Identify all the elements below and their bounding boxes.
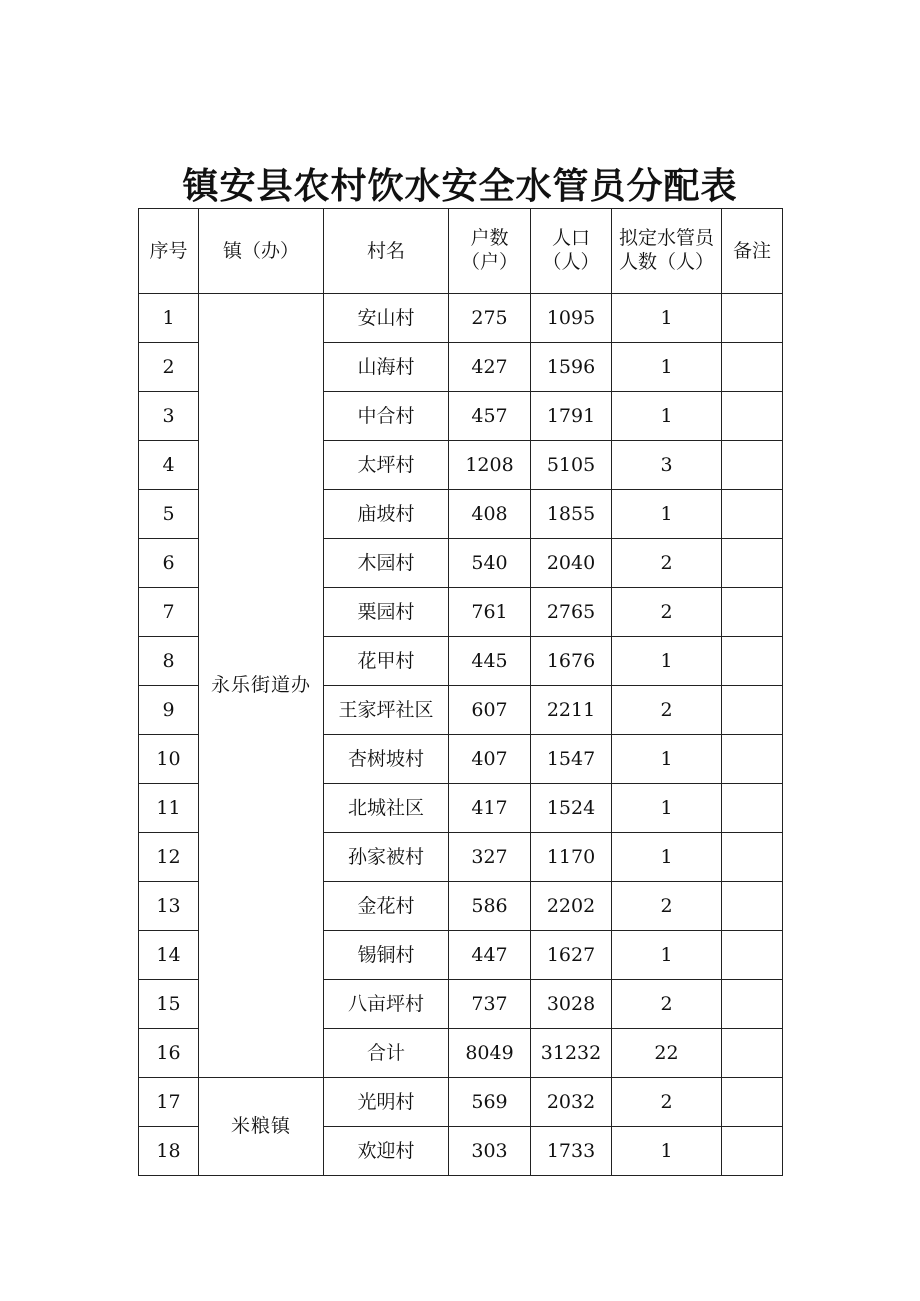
cell-population: 31232	[531, 1029, 612, 1078]
cell-village: 花甲村	[324, 637, 449, 686]
cell-population: 1855	[531, 490, 612, 539]
header-households-label: 户数（户）	[460, 227, 518, 273]
cell-seq: 15	[139, 980, 199, 1029]
cell-seq: 11	[139, 784, 199, 833]
cell-remarks	[722, 490, 783, 539]
cell-households: 737	[449, 980, 531, 1029]
cell-remarks	[722, 441, 783, 490]
cell-seq: 1	[139, 294, 199, 343]
cell-village: 栗园村	[324, 588, 449, 637]
cell-staff: 3	[612, 441, 722, 490]
cell-remarks	[722, 882, 783, 931]
header-population-label: 人口（人）	[542, 227, 600, 273]
cell-staff: 2	[612, 686, 722, 735]
cell-households: 275	[449, 294, 531, 343]
allocation-table	[138, 208, 783, 1176]
cell-population: 3028	[531, 980, 612, 1029]
cell-population: 2040	[531, 539, 612, 588]
cell-seq: 5	[139, 490, 199, 539]
cell-population: 2211	[531, 686, 612, 735]
cell-village: 锡铜村	[324, 931, 449, 980]
cell-remarks	[722, 1127, 783, 1176]
cell-village: 欢迎村	[324, 1127, 449, 1176]
cell-remarks	[722, 833, 783, 882]
cell-households: 407	[449, 735, 531, 784]
cell-village: 合计	[324, 1029, 449, 1078]
cell-remarks	[722, 784, 783, 833]
cell-staff: 1	[612, 637, 722, 686]
cell-households: 445	[449, 637, 531, 686]
cell-households: 417	[449, 784, 531, 833]
header-row	[139, 209, 783, 294]
cell-staff: 2	[612, 882, 722, 931]
cell-staff: 1	[612, 343, 722, 392]
table-row	[139, 294, 783, 343]
cell-staff: 2	[612, 539, 722, 588]
cell-seq: 4	[139, 441, 199, 490]
cell-town: 永乐街道办	[199, 294, 324, 1078]
cell-households: 447	[449, 931, 531, 980]
cell-seq: 6	[139, 539, 199, 588]
cell-remarks	[722, 931, 783, 980]
cell-seq: 16	[139, 1029, 199, 1078]
cell-remarks	[722, 343, 783, 392]
cell-village: 八亩坪村	[324, 980, 449, 1029]
cell-households: 427	[449, 343, 531, 392]
cell-households: 761	[449, 588, 531, 637]
cell-remarks	[722, 588, 783, 637]
cell-village: 杏树坡村	[324, 735, 449, 784]
cell-staff: 2	[612, 980, 722, 1029]
cell-population: 1627	[531, 931, 612, 980]
cell-population: 1733	[531, 1127, 612, 1176]
document-title: 镇安县农村饮水安全水管员分配表	[182, 166, 738, 207]
cell-remarks	[722, 392, 783, 441]
cell-seq: 10	[139, 735, 199, 784]
cell-population: 1524	[531, 784, 612, 833]
cell-seq: 2	[139, 343, 199, 392]
cell-households: 408	[449, 490, 531, 539]
cell-population: 2202	[531, 882, 612, 931]
cell-village: 金花村	[324, 882, 449, 931]
cell-village: 光明村	[324, 1078, 449, 1127]
cell-village: 安山村	[324, 294, 449, 343]
cell-staff: 2	[612, 1078, 722, 1127]
cell-staff: 1	[612, 833, 722, 882]
table-body	[139, 294, 783, 1176]
cell-households: 586	[449, 882, 531, 931]
cell-village: 北城社区	[324, 784, 449, 833]
table-row	[139, 1078, 783, 1127]
cell-remarks	[722, 980, 783, 1029]
cell-households: 457	[449, 392, 531, 441]
cell-population: 1095	[531, 294, 612, 343]
cell-remarks	[722, 539, 783, 588]
cell-remarks	[722, 294, 783, 343]
cell-seq: 7	[139, 588, 199, 637]
cell-seq: 9	[139, 686, 199, 735]
cell-population: 1791	[531, 392, 612, 441]
cell-seq: 18	[139, 1127, 199, 1176]
cell-staff: 1	[612, 735, 722, 784]
cell-population: 5105	[531, 441, 612, 490]
cell-seq: 17	[139, 1078, 199, 1127]
cell-seq: 3	[139, 392, 199, 441]
cell-staff: 1	[612, 931, 722, 980]
cell-population: 1676	[531, 637, 612, 686]
cell-population: 1547	[531, 735, 612, 784]
cell-households: 303	[449, 1127, 531, 1176]
header-households	[449, 209, 531, 294]
cell-remarks	[722, 1029, 783, 1078]
cell-seq: 12	[139, 833, 199, 882]
header-staff	[612, 209, 722, 294]
header-staff-label: 拟定水管员人数（人）	[618, 227, 714, 273]
cell-seq: 8	[139, 637, 199, 686]
cell-staff: 1	[612, 392, 722, 441]
cell-staff: 2	[612, 588, 722, 637]
cell-population: 2765	[531, 588, 612, 637]
cell-staff: 1	[612, 784, 722, 833]
cell-village: 王家坪社区	[324, 686, 449, 735]
cell-staff: 1	[612, 294, 722, 343]
cell-staff: 1	[612, 1127, 722, 1176]
cell-population: 1596	[531, 343, 612, 392]
cell-households: 1208	[449, 441, 531, 490]
cell-village: 山海村	[324, 343, 449, 392]
cell-staff: 1	[612, 490, 722, 539]
cell-town: 米粮镇	[199, 1078, 324, 1176]
cell-village: 木园村	[324, 539, 449, 588]
cell-households: 540	[449, 539, 531, 588]
cell-village: 庙坡村	[324, 490, 449, 539]
header-town: 镇（办）	[199, 209, 324, 294]
cell-population: 1170	[531, 833, 612, 882]
cell-remarks	[722, 637, 783, 686]
cell-remarks	[722, 735, 783, 784]
cell-village: 孙家被村	[324, 833, 449, 882]
cell-seq: 14	[139, 931, 199, 980]
header-population	[531, 209, 612, 294]
cell-households: 8049	[449, 1029, 531, 1078]
header-seq: 序号	[139, 209, 199, 294]
cell-households: 327	[449, 833, 531, 882]
cell-seq: 13	[139, 882, 199, 931]
cell-households: 607	[449, 686, 531, 735]
cell-staff: 22	[612, 1029, 722, 1078]
cell-population: 2032	[531, 1078, 612, 1127]
header-remarks: 备注	[722, 209, 783, 294]
cell-households: 569	[449, 1078, 531, 1127]
cell-village: 太坪村	[324, 441, 449, 490]
cell-village: 中合村	[324, 392, 449, 441]
cell-remarks	[722, 686, 783, 735]
header-village: 村名	[324, 209, 449, 294]
cell-remarks	[722, 1078, 783, 1127]
